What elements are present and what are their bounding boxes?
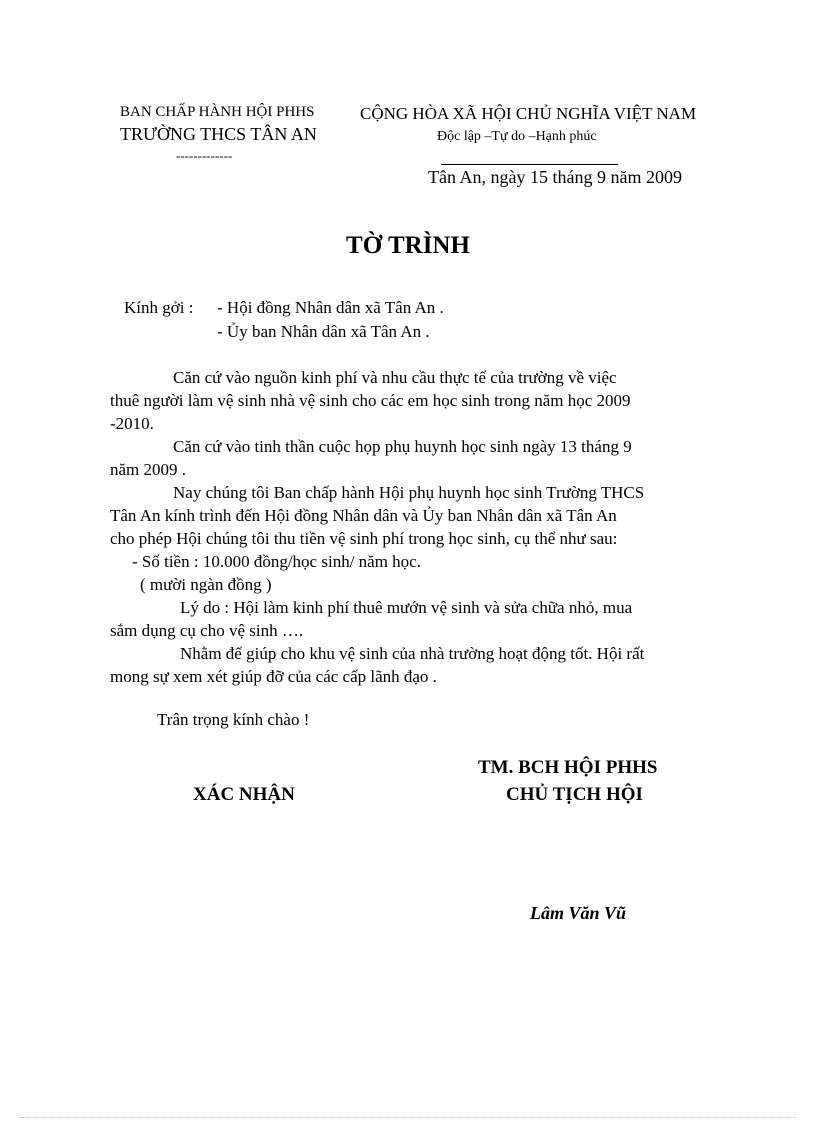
paragraph-line: Lý do : Hội làm kinh phí thuê mướn vệ sinh và sửa chữa nhỏ, mua xyxy=(180,598,633,617)
paragraph-line: sắm dụng cụ cho vệ sinh …. xyxy=(110,621,304,640)
nation-title: CỘNG HÒA XÃ HỘI CHỦ NGHĨA VIỆT NAM xyxy=(360,104,697,123)
paragraph-line: Nhằm để giúp cho khu vệ sinh của nhà trường hoạt động tốt. Hội rất xyxy=(180,644,645,663)
paragraph-line: thuê người làm vệ sinh nhà vệ sinh cho các em học sinh trong năm học 2009 xyxy=(110,391,631,410)
document-body xyxy=(110,366,700,688)
paragraph-line: -2010. xyxy=(110,414,154,433)
closing-greeting: Trân trọng kính chào ! xyxy=(157,710,310,729)
money-in-words: ( mười ngàn đồng ) xyxy=(140,575,272,594)
addressee-label: Kính gởi : xyxy=(124,298,194,317)
document-title: TỜ TRÌNH xyxy=(346,232,470,259)
paragraph-line: năm 2009 . xyxy=(110,460,187,479)
addressee-1: - Hội đồng Nhân dân xã Tân An . xyxy=(217,298,444,317)
org-line-2: TRƯỜNG THCS TÂN AN xyxy=(120,124,317,144)
signature-title-1: TM. BCH HỘI PHHS xyxy=(478,757,658,778)
document-date: Tân An, ngày 15 tháng 9 năm 2009 xyxy=(428,167,682,187)
confirmation-label: XÁC NHẬN xyxy=(193,784,295,805)
signer-name: Lâm Văn Vũ xyxy=(530,903,627,923)
paragraph-line: Tân An kính trình đến Hội đồng Nhân dân và Ủy ban Nhân dân xã Tân An xyxy=(110,506,617,525)
paragraph-line: Nay chúng tôi Ban chấp hành Hội phụ huynh học sinh Trường THCS xyxy=(173,483,645,502)
addressee-2: - Ủy ban Nhân dân xã Tân An . xyxy=(217,322,430,341)
paragraph-line: mong sự xem xét giúp đỡ của các cấp lãnh đạo . xyxy=(110,667,437,686)
signature-title-2: CHỦ TỊCH HỘI xyxy=(506,784,643,805)
paragraph-line: Căn cứ vào nguồn kinh phí và nhu cầu thực tế của trường về việc xyxy=(173,368,617,387)
paragraph-line: Căn cứ vào tinh thần cuộc họp phụ huynh học sinh ngày 13 tháng 9 xyxy=(173,437,632,456)
page-bottom-divider xyxy=(20,1117,796,1118)
org-separator: ------------- xyxy=(176,148,233,163)
money-amount: - Số tiền : 10.000 đồng/học sinh/ năm học. xyxy=(132,552,421,571)
org-line-1: BAN CHẤP HÀNH HỘI PHHS xyxy=(120,104,315,120)
paragraph-line: cho phép Hội chúng tôi thu tiền vệ sinh phí trong học sinh, cụ thể như sau: xyxy=(110,529,618,548)
motto-underline xyxy=(441,164,618,165)
motto: Độc lập –Tự do –Hạnh phúc xyxy=(437,129,597,144)
